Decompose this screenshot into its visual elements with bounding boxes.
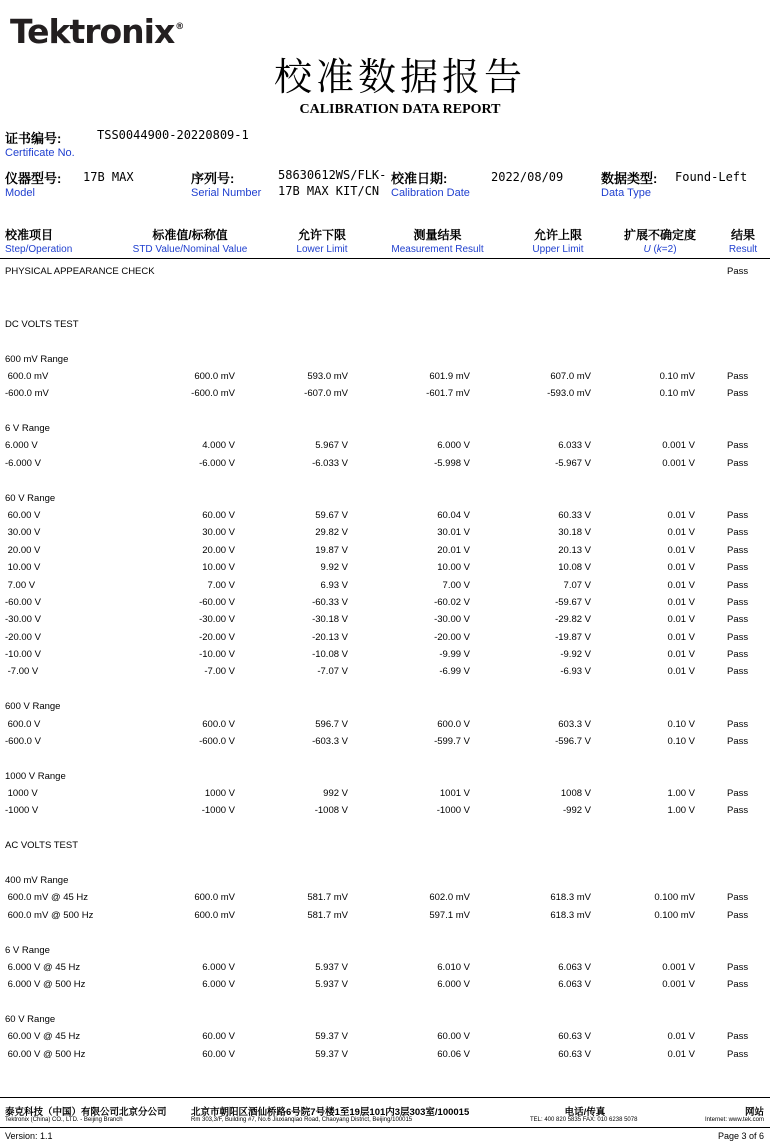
uncertainty-cell: 0.001 V bbox=[662, 979, 695, 990]
result-cell: Pass bbox=[727, 962, 749, 973]
uncertainty-cell: 0.01 V bbox=[667, 614, 695, 625]
upper-limit-cell: -5.967 V bbox=[555, 458, 591, 469]
serial-label-cn: 序列号: bbox=[191, 171, 235, 186]
lower-limit-cell: 19.87 V bbox=[315, 545, 348, 556]
std-value-cell: 600.0 mV bbox=[194, 910, 235, 921]
measurement-cell: 600.0 V bbox=[437, 719, 470, 730]
tektronix-logo: Tektronix® bbox=[10, 12, 184, 51]
result-cell: Pass bbox=[727, 736, 749, 747]
col-std-cn: 标准值/标称值 bbox=[152, 228, 228, 242]
col-upper-en: Upper Limit bbox=[532, 244, 584, 255]
measurement-cell: -30.00 V bbox=[434, 614, 470, 625]
step-cell: 10.00 V bbox=[5, 562, 41, 573]
result-cell: Pass bbox=[727, 458, 749, 469]
report-title-cn: 校准数据报告 bbox=[273, 55, 526, 99]
result-cell: Pass bbox=[727, 527, 749, 538]
measurement-cell: 60.04 V bbox=[437, 510, 470, 521]
result-cell: Pass bbox=[727, 666, 749, 677]
uncertainty-cell: 0.001 V bbox=[662, 458, 695, 469]
std-value-cell: 600.0 mV bbox=[194, 892, 235, 903]
data-type-label-cn: 数据类型: bbox=[601, 171, 658, 186]
uncertainty-cell: 0.01 V bbox=[667, 666, 695, 677]
uncertainty-cell: 0.001 V bbox=[662, 962, 695, 973]
measurement-cell: 60.06 V bbox=[437, 1049, 470, 1060]
upper-limit-cell: 1008 V bbox=[560, 788, 591, 799]
std-value-cell: 600.0 V bbox=[202, 719, 235, 730]
uncertainty-cell: 0.01 V bbox=[667, 562, 695, 573]
step-cell: 20.00 V bbox=[5, 545, 41, 556]
measurement-cell: 602.0 mV bbox=[429, 892, 470, 903]
std-value-cell: 30.00 V bbox=[202, 527, 235, 538]
measurement-cell: 601.9 mV bbox=[429, 371, 470, 382]
footer-divider-bottom bbox=[0, 1127, 770, 1128]
measurement-cell: 6.000 V bbox=[437, 440, 470, 451]
uncertainty-cell: 0.01 V bbox=[667, 527, 695, 538]
serial-value-line1: 58630612WS/FLK- bbox=[278, 168, 387, 182]
measurement-cell: -20.00 V bbox=[434, 632, 470, 643]
step-cell: 7.00 V bbox=[5, 580, 36, 591]
result-cell: Pass bbox=[727, 562, 749, 573]
upper-limit-cell: -59.67 V bbox=[555, 597, 591, 608]
upper-limit-cell: -9.92 V bbox=[560, 649, 591, 660]
serial-value-line2: 17B MAX KIT/CN bbox=[278, 184, 380, 198]
range-heading: 400 mV Range bbox=[5, 875, 69, 886]
col-lower-en: Lower Limit bbox=[296, 244, 348, 255]
lower-limit-cell: 992 V bbox=[323, 788, 348, 799]
registered-mark: ® bbox=[175, 22, 184, 32]
step-cell: 60.00 V @ 500 Hz bbox=[5, 1049, 86, 1060]
result-cell: Pass bbox=[727, 1031, 749, 1042]
footer-company-cn: 泰克科技（中国）有限公司北京分公司 bbox=[5, 1107, 167, 1118]
std-value-cell: 60.00 V bbox=[202, 1049, 235, 1060]
step-cell: -1000 V bbox=[5, 805, 39, 816]
upper-limit-cell: 618.3 mV bbox=[550, 910, 591, 921]
uncertainty-cell: 0.01 V bbox=[667, 1031, 695, 1042]
uncertainty-cell: 0.10 mV bbox=[659, 371, 695, 382]
upper-limit-cell: -6.93 V bbox=[560, 666, 591, 677]
col-upper-cn: 允许上限 bbox=[533, 228, 582, 242]
step-cell: -600.0 V bbox=[5, 736, 41, 747]
lower-limit-cell: 581.7 mV bbox=[307, 910, 348, 921]
uncertainty-cell: 0.001 V bbox=[662, 440, 695, 451]
upper-limit-cell: 6.063 V bbox=[558, 962, 591, 973]
std-value-cell: 60.00 V bbox=[202, 510, 235, 521]
result-cell: Pass bbox=[727, 910, 749, 921]
step-cell: 600.0 mV @ 500 Hz bbox=[5, 910, 94, 921]
result-cell: Pass bbox=[727, 371, 749, 382]
step-cell: -30.00 V bbox=[5, 614, 41, 625]
measurement-cell: 60.00 V bbox=[437, 1031, 470, 1042]
uncertainty-cell: 0.10 V bbox=[667, 719, 695, 730]
uncertainty-cell: 0.100 mV bbox=[654, 910, 695, 921]
section-heading: DC VOLTS TEST bbox=[5, 319, 79, 330]
result-cell: Pass bbox=[727, 979, 749, 990]
step-cell: 600.0 mV bbox=[5, 371, 49, 382]
lower-limit-cell: -60.33 V bbox=[312, 597, 348, 608]
step-cell: 6.000 V @ 45 Hz bbox=[5, 962, 81, 973]
std-value-cell: -30.00 V bbox=[199, 614, 235, 625]
col-lower-cn: 允许下限 bbox=[297, 228, 346, 242]
model-label-cn: 仪器型号: bbox=[5, 171, 62, 186]
result-cell: Pass bbox=[727, 1049, 749, 1060]
upper-limit-cell: 10.08 V bbox=[558, 562, 591, 573]
lower-limit-cell: 596.7 V bbox=[315, 719, 348, 730]
lower-limit-cell: 59.37 V bbox=[315, 1049, 348, 1060]
std-value-cell: 10.00 V bbox=[202, 562, 235, 573]
footer-page: Page 3 of 6 bbox=[717, 1131, 764, 1141]
measurement-cell: -60.02 V bbox=[434, 597, 470, 608]
cal-date-label-cn: 校准日期: bbox=[391, 171, 448, 186]
uncertainty-cell: 0.01 V bbox=[667, 545, 695, 556]
measurement-cell: 6.000 V bbox=[437, 979, 470, 990]
lower-limit-cell: -20.13 V bbox=[312, 632, 348, 643]
result-cell: Pass bbox=[727, 440, 749, 451]
uncertainty-cell: 0.01 V bbox=[667, 597, 695, 608]
std-value-cell: 6.000 V bbox=[202, 979, 235, 990]
col-result-en: Result bbox=[728, 244, 758, 255]
measurement-cell: 1001 V bbox=[439, 788, 470, 799]
upper-limit-cell: -596.7 V bbox=[555, 736, 591, 747]
measurement-cell: -599.7 V bbox=[434, 736, 470, 747]
step-cell: 1000 V bbox=[5, 788, 38, 799]
step-cell: -60.00 V bbox=[5, 597, 41, 608]
uncertainty-cell: 0.100 mV bbox=[654, 892, 695, 903]
step-cell: 6.000 V bbox=[5, 440, 38, 451]
measurement-cell: -5.998 V bbox=[434, 458, 470, 469]
cal-date-label-en: Calibration Date bbox=[391, 187, 470, 199]
result-cell: Pass bbox=[727, 892, 749, 903]
upper-limit-cell: 618.3 mV bbox=[550, 892, 591, 903]
std-value-cell: 7.00 V bbox=[207, 580, 235, 591]
upper-limit-cell: -19.87 V bbox=[555, 632, 591, 643]
uncertainty-cell: 0.01 V bbox=[667, 1049, 695, 1060]
measurement-cell: 597.1 mV bbox=[429, 910, 470, 921]
result-cell: Pass bbox=[727, 632, 749, 643]
model-value: 17B MAX bbox=[83, 170, 134, 184]
std-value-cell: 4.000 V bbox=[202, 440, 235, 451]
measurement-cell: -6.99 V bbox=[439, 666, 470, 677]
std-value-cell: -20.00 V bbox=[199, 632, 235, 643]
lower-limit-cell: -30.18 V bbox=[312, 614, 348, 625]
header-divider bbox=[0, 258, 770, 259]
std-value-cell: -60.00 V bbox=[199, 597, 235, 608]
measurement-cell: 20.01 V bbox=[437, 545, 470, 556]
upper-limit-cell: 607.0 mV bbox=[550, 371, 591, 382]
range-heading: 600 mV Range bbox=[5, 354, 69, 365]
certificate-label-cn: 证书编号: bbox=[5, 131, 62, 146]
physical-check-label: PHYSICAL APPEARANCE CHECK bbox=[5, 266, 155, 277]
step-cell: 600.0 mV @ 45 Hz bbox=[5, 892, 89, 903]
report-title-en: CALIBRATION DATA REPORT bbox=[299, 102, 501, 117]
step-cell: 30.00 V bbox=[5, 527, 41, 538]
col-std-en: STD Value/Nominal Value bbox=[132, 244, 248, 255]
upper-limit-cell: 60.63 V bbox=[558, 1031, 591, 1042]
result-cell: Pass bbox=[727, 805, 749, 816]
upper-limit-cell: 7.07 V bbox=[563, 580, 591, 591]
uncertainty-cell: 0.10 V bbox=[667, 736, 695, 747]
step-cell: -10.00 V bbox=[5, 649, 41, 660]
std-value-cell: -6.000 V bbox=[199, 458, 235, 469]
lower-limit-cell: -7.07 V bbox=[317, 666, 348, 677]
result-cell: Pass bbox=[727, 510, 749, 521]
upper-limit-cell: -992 V bbox=[563, 805, 591, 816]
upper-limit-cell: 20.13 V bbox=[558, 545, 591, 556]
step-cell: -7.00 V bbox=[5, 666, 39, 677]
step-cell: -6.000 V bbox=[5, 458, 41, 469]
std-value-cell: -10.00 V bbox=[199, 649, 235, 660]
col-step-cn: 校准项目 bbox=[5, 228, 54, 242]
certificate-label-en: Certificate No. bbox=[5, 147, 75, 159]
col-uncertainty-cn: 扩展不确定度 bbox=[623, 228, 696, 242]
section-heading: AC VOLTS TEST bbox=[5, 840, 79, 851]
data-type-label-en: Data Type bbox=[601, 187, 651, 199]
std-value-cell: 60.00 V bbox=[202, 1031, 235, 1042]
uncertainty-cell: 0.01 V bbox=[667, 632, 695, 643]
uncertainty-cell: 0.01 V bbox=[667, 649, 695, 660]
step-cell: -600.0 mV bbox=[5, 388, 49, 399]
upper-limit-cell: 603.3 V bbox=[558, 719, 591, 730]
measurement-cell: -601.7 mV bbox=[426, 388, 470, 399]
lower-limit-cell: 5.937 V bbox=[315, 962, 348, 973]
lower-limit-cell: 29.82 V bbox=[315, 527, 348, 538]
uncertainty-cell: 0.01 V bbox=[667, 580, 695, 591]
lower-limit-cell: 5.937 V bbox=[315, 979, 348, 990]
result-cell: Pass bbox=[727, 388, 749, 399]
measurement-cell: -1000 V bbox=[436, 805, 470, 816]
std-value-cell: 600.0 mV bbox=[194, 371, 235, 382]
lower-limit-cell: 5.967 V bbox=[315, 440, 348, 451]
measurement-cell: 6.010 V bbox=[437, 962, 470, 973]
upper-limit-cell: -593.0 mV bbox=[547, 388, 591, 399]
lower-limit-cell: -603.3 V bbox=[312, 736, 348, 747]
uncertainty-cell: 0.10 mV bbox=[659, 388, 695, 399]
col-uncertainty-en: U (k=2) bbox=[643, 244, 677, 255]
range-heading: 60 V Range bbox=[5, 493, 56, 504]
range-heading: 60 V Range bbox=[5, 1014, 56, 1025]
result-cell: Pass bbox=[727, 649, 749, 660]
std-value-cell: -600.0 V bbox=[199, 736, 235, 747]
measurement-cell: 30.01 V bbox=[437, 527, 470, 538]
lower-limit-cell: -1008 V bbox=[314, 805, 348, 816]
footer-web-en: Internet: www.tek.com bbox=[704, 1117, 764, 1123]
col-result-cn: 结果 bbox=[730, 228, 755, 242]
upper-limit-cell: 30.18 V bbox=[558, 527, 591, 538]
upper-limit-cell: 6.063 V bbox=[558, 979, 591, 990]
model-label-en: Model bbox=[5, 187, 35, 199]
std-value-cell: -600.0 mV bbox=[191, 388, 235, 399]
measurement-cell: 10.00 V bbox=[437, 562, 470, 573]
range-heading: 600 V Range bbox=[5, 701, 61, 712]
step-cell: -20.00 V bbox=[5, 632, 41, 643]
data-type-value: Found-Left bbox=[675, 170, 748, 184]
upper-limit-cell: -29.82 V bbox=[555, 614, 591, 625]
std-value-cell: -1000 V bbox=[201, 805, 235, 816]
col-step-en: Step/Operation bbox=[5, 244, 73, 255]
lower-limit-cell: 6.93 V bbox=[320, 580, 348, 591]
result-cell: Pass bbox=[727, 580, 749, 591]
range-heading: 1000 V Range bbox=[5, 771, 66, 782]
physical-check-result: Pass bbox=[727, 266, 749, 277]
col-measure-cn: 测量结果 bbox=[413, 228, 462, 242]
std-value-cell: 1000 V bbox=[204, 788, 235, 799]
result-cell: Pass bbox=[727, 614, 749, 625]
lower-limit-cell: 593.0 mV bbox=[307, 371, 348, 382]
result-cell: Pass bbox=[727, 719, 749, 730]
col-measure-en: Measurement Result bbox=[391, 244, 484, 255]
measurement-cell: -9.99 V bbox=[439, 649, 470, 660]
upper-limit-cell: 60.33 V bbox=[558, 510, 591, 521]
uncertainty-cell: 1.00 V bbox=[667, 805, 695, 816]
certificate-number: TSS0044900-20220809-1 bbox=[97, 128, 249, 142]
step-cell: 6.000 V @ 500 Hz bbox=[5, 979, 86, 990]
upper-limit-cell: 6.033 V bbox=[558, 440, 591, 451]
lower-limit-cell: -607.0 mV bbox=[304, 388, 348, 399]
lower-limit-cell: 59.67 V bbox=[315, 510, 348, 521]
lower-limit-cell: 581.7 mV bbox=[307, 892, 348, 903]
footer-web-cn: 网站 bbox=[744, 1107, 764, 1118]
footer-address-cn: 北京市朝阳区酒仙桥路6号院7号楼1至19层101内3层303室/100015 bbox=[191, 1107, 470, 1118]
std-value-cell: 6.000 V bbox=[202, 962, 235, 973]
uncertainty-cell: 0.01 V bbox=[667, 510, 695, 521]
lower-limit-cell: -6.033 V bbox=[312, 458, 348, 469]
result-cell: Pass bbox=[727, 597, 749, 608]
result-cell: Pass bbox=[727, 788, 749, 799]
lower-limit-cell: -10.08 V bbox=[312, 649, 348, 660]
step-cell: 60.00 V bbox=[5, 510, 41, 521]
result-cell: Pass bbox=[727, 545, 749, 556]
step-cell: 60.00 V @ 45 Hz bbox=[5, 1031, 81, 1042]
footer-phone-cn: 电话/传真 bbox=[564, 1107, 606, 1118]
lower-limit-cell: 9.92 V bbox=[320, 562, 348, 573]
uncertainty-cell: 1.00 V bbox=[667, 788, 695, 799]
range-heading: 6 V Range bbox=[5, 945, 50, 956]
footer-version: Version: 1.1 bbox=[5, 1131, 53, 1141]
std-value-cell: 20.00 V bbox=[202, 545, 235, 556]
footer-phone-en: TEL: 400 820 5835 FAX: 010 6238 5078 bbox=[530, 1117, 638, 1123]
lower-limit-cell: 59.37 V bbox=[315, 1031, 348, 1042]
measurement-cell: 7.00 V bbox=[442, 580, 470, 591]
footer-company-en: Tektronix (China) CO., LTD. - Beijing Branch bbox=[5, 1117, 123, 1123]
serial-label-en: Serial Number bbox=[191, 187, 262, 199]
std-value-cell: -7.00 V bbox=[204, 666, 235, 677]
footer-divider bbox=[0, 1097, 770, 1098]
cal-date-value: 2022/08/09 bbox=[491, 170, 564, 184]
footer-address-en: Rm 303,3/F, Building #7, No.6 Jiuxianqiao Road, Chaoyang District, Beijing/100015 bbox=[191, 1117, 413, 1123]
upper-limit-cell: 60.63 V bbox=[558, 1049, 591, 1060]
range-heading: 6 V Range bbox=[5, 423, 50, 434]
step-cell: 600.0 V bbox=[5, 719, 41, 730]
